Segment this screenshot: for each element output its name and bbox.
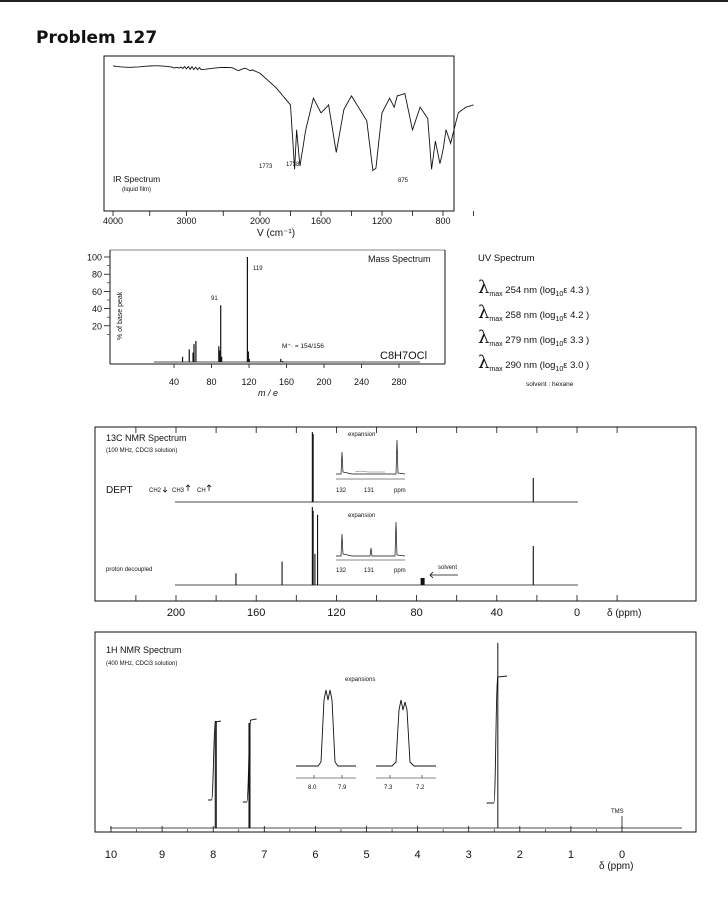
h1-expansions-label: expansions <box>345 677 376 683</box>
ms-xtick-label-120: 120 <box>241 377 257 387</box>
dept-arrow-down-icon <box>163 487 167 492</box>
c13-pd-expansion <box>336 513 406 574</box>
uv-title: UV Spectrum <box>478 253 535 264</box>
uv-log-base: 10 <box>555 340 564 348</box>
ms-panel <box>87 250 445 398</box>
uv-wavelength: 279 nm <box>502 335 540 346</box>
c13-title: 13C NMR Spectrum <box>106 433 187 443</box>
ms-xtick-label-240: 240 <box>353 377 370 387</box>
c13-proton-decoupled-label: proton decoupled <box>106 567 153 573</box>
dept-arrow-up-icon <box>207 485 211 491</box>
uv-loge: ε 4.3 ) <box>563 285 590 296</box>
ms-ytick-label-80: 80 <box>91 269 102 280</box>
ir-peak-label-875: 875 <box>398 178 409 184</box>
ms-y-axis-label: % of base peak <box>117 291 124 340</box>
uv-lambda-symbol: λ <box>478 352 490 373</box>
page-title: Problem 127 <box>36 28 158 48</box>
c13-top-ticks <box>136 427 617 433</box>
uv-log-base: 10 <box>555 365 564 373</box>
c13-solvent-peak <box>421 578 425 585</box>
h1-integral-aromatic-1 <box>208 721 221 800</box>
ms-x-axis <box>169 364 407 387</box>
h1-xtick-label-10: 10 <box>104 849 118 861</box>
c13-dept-exp-tick-ppm: ppm <box>394 488 406 494</box>
ms-formula: C8H7OCl <box>380 350 428 362</box>
uv-wavelength: 254 nm <box>502 285 540 296</box>
c13-frame <box>95 427 696 601</box>
uv-lambda-symbol: λ <box>478 277 490 298</box>
uv-lambda-symbol: λ <box>478 327 490 348</box>
uv-log-base: 10 <box>555 290 564 298</box>
ms-xtick-label-200: 200 <box>316 377 332 387</box>
ms-ytick-label-60: 60 <box>91 286 102 297</box>
h1-subtitle: (400 MHz, CDCl3 solution) <box>106 661 178 667</box>
ir-peak-label-1773: 1773 <box>259 164 273 170</box>
c13-proton-decoupled-trace <box>175 507 578 585</box>
ir-tick-label-1600: 1600 <box>310 216 332 226</box>
ms-x-axis-label: m / e <box>258 388 279 398</box>
uv-wavelength: 258 nm <box>502 310 540 321</box>
ir-peak-label-1738: 1738 <box>286 162 300 168</box>
uv-max-subscript: max <box>489 290 503 298</box>
ms-peak-label-91: 91 <box>211 296 218 302</box>
uv-row <box>478 327 589 348</box>
h1-exp1-tick-8.0: 8.0 <box>308 785 317 791</box>
c13-pd-exp-tick-ppm: ppm <box>394 568 406 574</box>
ms-peak-label-119: 119 <box>253 266 263 272</box>
c13-xtick-label-120: 120 <box>327 607 346 619</box>
c13-pd-exp-tick-131: 131 <box>364 568 375 574</box>
c13-subtitle: (100 MHz, CDCl3 solution) <box>106 448 178 454</box>
c13-dept-expansion-label: expansion <box>348 432 376 438</box>
solvent-arrow-icon <box>430 572 458 578</box>
c13-xtick-label-160: 160 <box>247 607 266 619</box>
c13-xtick-label-80: 80 <box>410 607 423 619</box>
ir-x-axis-label: V (cm⁻¹) <box>257 228 296 239</box>
ir-title: IR Spectrum <box>113 174 161 184</box>
c13-dept-ch3: CH3 <box>172 488 185 494</box>
uv-panel <box>478 253 638 393</box>
ir-frame <box>104 56 454 211</box>
uv-log-label: (log <box>539 285 556 296</box>
ms-ytick-label-40: 40 <box>91 304 102 315</box>
c13-dept-label: DEPT <box>106 485 133 496</box>
ms-y-axis <box>87 253 110 335</box>
ms-ytick-label-100: 100 <box>86 252 102 263</box>
c13-xtick-label-0: 0 <box>573 607 581 619</box>
h1-exp1-tick-7.9: 7.9 <box>338 785 347 791</box>
c13-dept-exp-tick-131: 131 <box>364 488 375 494</box>
uv-row <box>478 302 589 323</box>
h1-x-axis-unit: δ (ppm) <box>599 861 634 872</box>
c13-pd-expansion-label: expansion <box>348 513 376 519</box>
c13-dept-exp-tick-132: 132 <box>336 488 347 494</box>
uv-lambda-symbol: λ <box>478 302 490 323</box>
ms-xtick-label-80: 80 <box>206 377 217 387</box>
h1-xtick-label-7: 7 <box>261 849 268 861</box>
c13-panel <box>95 427 696 619</box>
h1-frame <box>95 632 696 832</box>
h1-xtick-label-2: 2 <box>516 849 523 861</box>
ms-xtick-label-160: 160 <box>278 377 295 387</box>
ms-bars <box>183 257 283 362</box>
uv-row <box>478 277 589 298</box>
uv-log-label: (log <box>539 335 556 346</box>
h1-xtick-label-4: 4 <box>414 849 421 861</box>
ir-tick-label-800: 800 <box>435 216 451 226</box>
h1-xtick-label-1: 1 <box>567 849 574 861</box>
ir-subtitle: (liquid film) <box>122 187 152 193</box>
ms-ion-label: M⁺· = 154/156 <box>282 343 324 350</box>
h1-xtick-label-5: 5 <box>363 849 370 861</box>
c13-dept-trace <box>175 432 578 502</box>
dept-arrow-up-icon <box>186 485 190 491</box>
h1-title: 1H NMR Spectrum <box>106 645 182 655</box>
uv-log-label: (log <box>539 360 556 371</box>
uv-max-subscript: max <box>489 315 503 323</box>
ms-xtick-label-280: 280 <box>391 377 407 387</box>
uv-loge: ε 3.0 ) <box>563 360 590 371</box>
ir-trace <box>113 66 474 171</box>
ms-xtick-label-40: 40 <box>168 377 180 387</box>
uv-row <box>478 352 589 373</box>
c13-dept-ch2: CH2 <box>149 488 162 494</box>
c13-dept-ch: CH <box>197 488 206 494</box>
h1-xtick-label-0: 0 <box>618 849 626 861</box>
h1-exp2-tick-7.2: 7.2 <box>416 785 425 791</box>
h1-xtick-label-6: 6 <box>312 849 319 861</box>
uv-loge: ε 3.3 ) <box>563 335 590 346</box>
h1-xtick-label-3: 3 <box>465 849 472 861</box>
ir-tick-label-3000: 3000 <box>176 216 197 226</box>
h1-x-axis <box>105 826 625 861</box>
uv-wavelength: 290 nm <box>502 360 540 371</box>
h1-xtick-label-9: 9 <box>159 849 166 861</box>
c13-x-axis <box>136 595 617 619</box>
uv-solvent: solvent : hexane <box>526 381 574 388</box>
h1-trace <box>110 643 682 828</box>
h1-panel <box>95 632 696 872</box>
ir-tick-label-4000: 4000 <box>102 216 124 226</box>
h1-xtick-label-8: 8 <box>210 849 217 861</box>
h1-integral-methyl <box>487 676 507 803</box>
h1-exp2-tick-7.3: 7.3 <box>384 785 393 791</box>
ms-title: Mass Spectrum <box>368 254 431 264</box>
c13-xtick-label-200: 200 <box>166 607 186 619</box>
ir-tick-label-2000: 2000 <box>249 216 271 226</box>
c13-solvent-label: solvent <box>438 565 458 571</box>
ms-ytick-label-20: 20 <box>91 321 102 332</box>
c13-dept-expansion <box>336 432 406 494</box>
ir-panel <box>103 56 474 239</box>
ir-x-axis <box>103 211 474 226</box>
uv-max-subscript: max <box>489 365 503 373</box>
uv-max-subscript: max <box>489 340 503 348</box>
uv-log-base: 10 <box>555 315 564 323</box>
c13-x-axis-unit: δ (ppm) <box>607 608 642 619</box>
ir-tick-label-1200: 1200 <box>371 216 393 226</box>
h1-tms-label: TMS <box>611 809 624 815</box>
uv-loge: ε 4.2 ) <box>563 310 590 321</box>
h1-expansions <box>296 677 436 791</box>
c13-pd-exp-tick-132: 132 <box>336 568 347 574</box>
uv-log-label: (log <box>539 310 556 321</box>
c13-xtick-label-40: 40 <box>490 607 503 619</box>
